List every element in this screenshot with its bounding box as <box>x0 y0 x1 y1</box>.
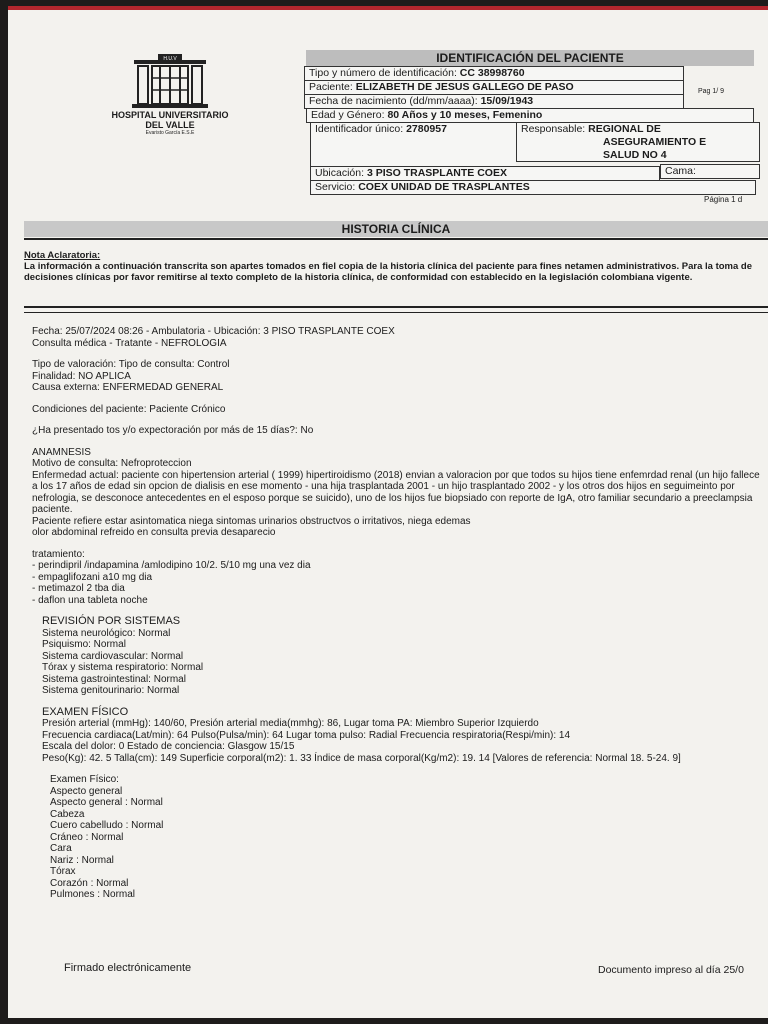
exam-item: Cuero cabelludo : Normal <box>50 820 164 831</box>
page-counter-small: Pag 1/ 9 <box>698 88 725 95</box>
signed-electronically: Firmado electrónicamente <box>64 962 192 974</box>
medication-item: - perindipril /indapamina /amlodipino 10/2. 5/10 mg una vez dia <box>32 560 311 571</box>
review-item: Tórax y sistema respiratorio: Normal <box>42 662 204 673</box>
physical-exam-title: EXAMEN FÍSICO <box>42 705 129 718</box>
hospital-building-icon <box>130 52 210 110</box>
abdominal-note: olor abdominal refreido en consulta previa desaparecio <box>32 527 276 538</box>
exam-item: Corazón : Normal <box>50 877 129 889</box>
exam-vitals: Escala del dolor: 0 Estado de conciencia: Glasgow 15/15 <box>42 741 295 752</box>
bed-cell: Cama: <box>660 164 760 179</box>
exam-vitals: Peso(Kg): 42. 5 Talla(cm): 149 Superficie corporal(m2): 1. 33 Índice de masa corporal(Kg/m2): 19. 14 [Valores de referencia: Normal 18. 5-24. 9] <box>42 752 681 764</box>
medication-item: - daflon una tableta noche <box>32 594 148 606</box>
patient-name-row: Paciente: ELIZABETH DE JESUS GALLEGO DE PASO <box>304 80 684 95</box>
birth-date-row: Fecha de nacimiento (dd/mm/aaaa): 15/09/1943 <box>304 94 684 109</box>
divider-middle-thin <box>24 312 768 313</box>
exam-item: Cráneo : Normal <box>50 831 124 843</box>
consult-reason: Motivo de consulta: Nefroproteccion <box>32 458 192 469</box>
cough-question: ¿Ha presentado tos y/o expectoración por más de 15 días?: No <box>32 425 314 436</box>
external-cause: Causa externa: ENFERMEDAD GENERAL <box>32 382 224 393</box>
exam-item: Aspecto general : Normal <box>50 797 163 808</box>
review-item: Psiquismo: Normal <box>42 639 126 650</box>
historia-clinica-title: HISTORIA CLÍNICA <box>24 221 768 237</box>
exam-item: Pulmones : Normal <box>50 889 136 900</box>
divider-middle <box>24 306 768 308</box>
document-page <box>8 6 768 1018</box>
patient-id-title: IDENTIFICACIÓN DEL PACIENTE <box>306 50 754 66</box>
exam-item: Cabeza <box>50 808 85 820</box>
consult-type: Consulta médica - Tratante - NEFROLOGIA <box>32 337 227 349</box>
hospital-name-line2: DEL VALLE <box>145 120 195 130</box>
nota-aclaratoria <box>24 250 768 283</box>
patient-reports: Paciente refiere estar asintomatica niega sintomas urinarios obstructvos o irritativos, niega edemas <box>32 515 471 527</box>
nota-title: Nota Aclaratoria: <box>24 250 101 261</box>
hospital-logo <box>104 52 236 137</box>
purpose: Finalidad: NO APLICA <box>32 370 131 382</box>
clinical-notes <box>32 326 762 901</box>
visit-date: Fecha: 25/07/2024 08:26 - Ambulatoria - Ubicación: 3 PISO TRASPLANTE COEX <box>32 326 395 337</box>
review-item: Sistema gastrointestinal: Normal <box>42 673 186 685</box>
unique-id-cell: Identificador único: 2780957 <box>310 122 516 172</box>
nota-text: La información a continuación transcrita son apartes tomados en fiel copia de la historia clínica del paciente para fines netamen administrativos. Para la toma de decisiones clínicas por favor remitirse al texto completo de la historia clínica, de conformidad con establecido en la legislación colombiana vigente. <box>24 261 753 283</box>
page-number: Página 1 d <box>704 195 743 204</box>
printed-date: Documento impreso al día 25/0 <box>598 964 744 976</box>
hospital-name-line3: Evaristo García E.S.E <box>145 130 195 136</box>
valuation-type: Tipo de valoración: Tipo de consulta: Control <box>32 359 230 370</box>
responsible-cell: Responsable: REGIONAL DE ASEGURAMIENTO E SALUD NO 4 <box>516 122 760 162</box>
patient-conditions: Condiciones del paciente: Paciente Crónico <box>32 403 226 415</box>
service-row: Servicio: COEX UNIDAD DE TRASPLANTES <box>310 180 756 195</box>
medication-item: - empaglifozani a10 mg dia <box>32 571 153 583</box>
medication-item: - metimazol 2 tba dia <box>32 583 125 594</box>
current-illness: Enfermedad actual: paciente con hipertension arterial ( 1999) hipertiroidismo (2018) envian a valoracion por que todos su hijos tiene enfemrdad renal (un hijo fallece a los 17 años de edad sin opcion de dialisis en ese momento - una hija trasplantada 2001 - un hijo trasplantado 2002 - y los otros dos hijos en seguimeinto por nefrologia, se desconoce antecedentes en el esposo porque se suicido), uno de los hijos fue biopsiado con reporte de IgA, otro familiar secundario a preeclampsia paciente. <box>32 469 760 515</box>
divider-top <box>24 238 768 240</box>
patient-identification-box <box>300 50 760 210</box>
hospital-name-line1: HOSPITAL UNIVERSITARIO <box>111 110 229 120</box>
age-gender-row: Edad y Género: 80 Años y 10 meses, Femenino <box>306 108 754 123</box>
top-red-band <box>8 6 768 10</box>
treatment-title: tratamiento: <box>32 548 85 560</box>
id-number-row: Tipo y número de identificación: CC 38998760 <box>304 66 684 81</box>
exam-item: Aspecto general <box>50 785 123 797</box>
exam-vitals: Presión arterial (mmHg): 140/60, Presión arterial media(mmhg): 86, Lugar toma PA: Miembro Superior Izquierdo <box>42 718 539 729</box>
review-systems-title: REVISIÓN POR SISTEMAS <box>42 615 181 627</box>
anamnesis-title: ANAMNESIS <box>32 446 91 458</box>
exam-item: Tórax <box>50 866 76 877</box>
review-item: Sistema cardiovascular: Normal <box>42 650 184 662</box>
physical-exam-subtitle: Examen Físico: <box>50 774 119 785</box>
location-row: Ubicación: 3 PISO TRASPLANTE COEX <box>310 166 660 181</box>
review-item: Sistema neurológico: Normal <box>42 627 171 639</box>
exam-vitals: Frecuencia cardiaca(Lat/min): 64 Pulso(Pulsa/min): 64 Lugar toma pulso: Radial Frecuencia respiratoria(Respi/min): 14 <box>42 729 571 741</box>
exam-item: Nariz : Normal <box>50 854 114 866</box>
review-item: Sistema genitourinario: Normal <box>42 685 180 696</box>
exam-item: Cara <box>50 843 72 854</box>
svg-text:H.U.V: H.U.V <box>163 56 177 62</box>
